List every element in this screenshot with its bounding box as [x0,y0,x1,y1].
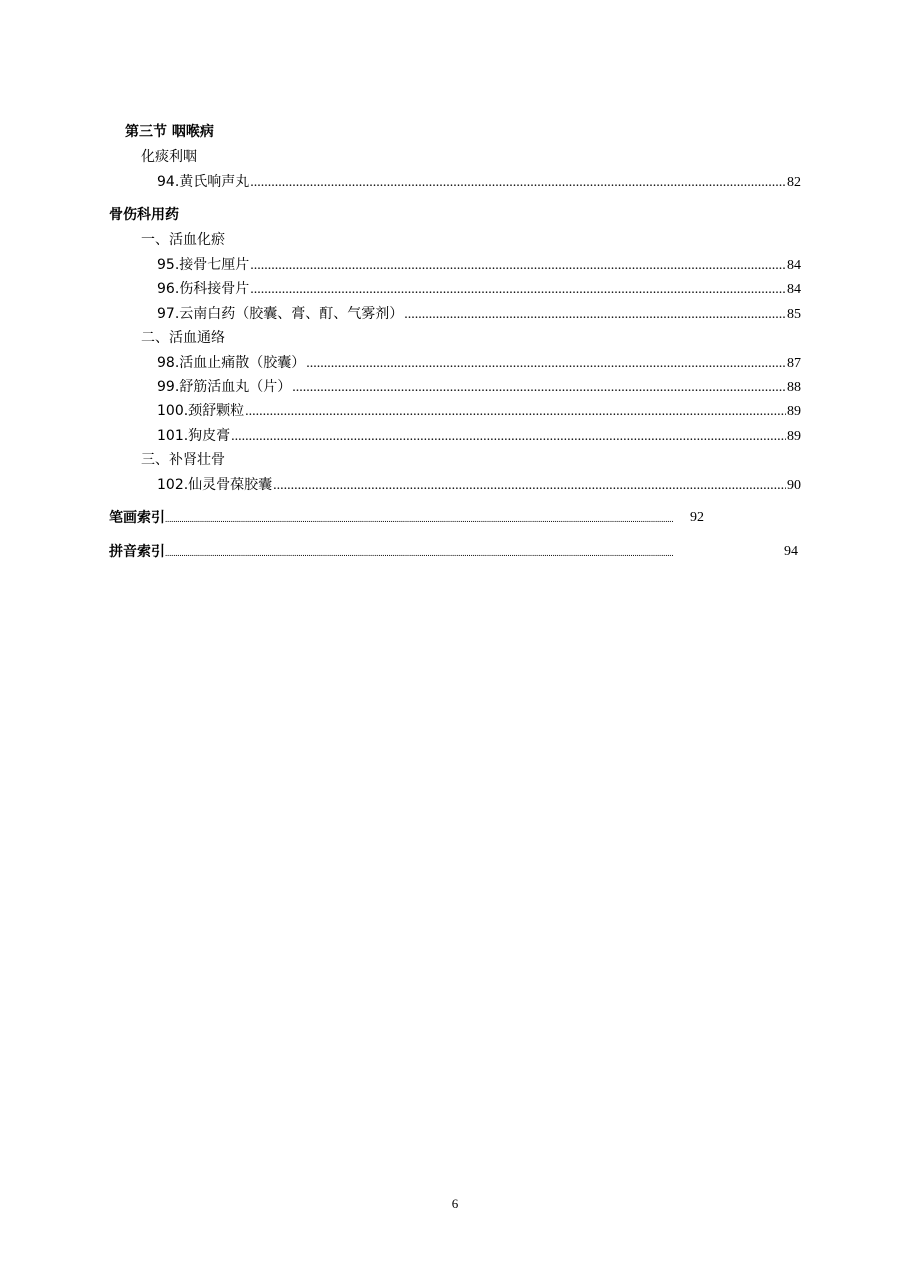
index-entry-stroke[interactable] [109,509,801,527]
dot-leader [165,544,673,562]
toc-entry-102[interactable] [157,476,801,494]
subsection-blood-stasis: 一、活血化瘀 [141,232,225,248]
toc-entry-100[interactable] [157,402,801,420]
dot-leader [250,281,786,299]
toc-entry-page: 85 [787,307,801,322]
toc-entry-96[interactable] [157,280,801,298]
dot-leader [404,306,786,324]
toc-entry-label: 94.黄氏响声丸 [157,174,250,190]
index-entry-pinyin[interactable] [109,543,801,561]
toc-entry-page: 87 [787,356,801,371]
toc-entry-label: 95.接骨七厘片 [157,257,250,273]
toc-entry-101[interactable] [157,427,801,445]
index-entry-page: 92 [690,510,704,525]
subsection-huatan-liyan: 化痰利咽 [141,149,197,165]
toc-entry-label: 100.颈舒颗粒 [157,403,245,419]
toc-entry-label: 102.仙灵骨葆胶囊 [157,477,273,493]
section-title-throat: 第三节 咽喉病 [125,124,214,140]
toc-entry-label: 96.伤科接骨片 [157,281,250,297]
index-entry-label: 拼音索引 [109,544,165,560]
dot-leader [250,174,786,192]
toc-entry-page: 84 [787,282,801,297]
toc-entry-label: 97.云南白药（胶囊、膏、酊、气雾剂） [157,306,404,322]
dot-leader [250,257,786,275]
dot-leader [165,510,673,528]
toc-entry-95[interactable] [157,256,801,274]
toc-entry-97[interactable] [157,305,801,323]
toc-entry-94[interactable] [157,173,801,191]
toc-entry-page: 84 [787,258,801,273]
toc-entry-page: 89 [787,429,801,444]
dot-leader [292,379,786,397]
dot-leader [306,355,786,373]
toc-entry-99[interactable] [157,378,801,396]
toc-entry-page: 88 [787,380,801,395]
toc-entry-98[interactable] [157,354,801,372]
subsection-kidney-bone: 三、补肾壮骨 [141,452,225,468]
toc-entry-page: 90 [787,478,801,493]
toc-entry-page: 89 [787,404,801,419]
dot-leader [273,477,786,495]
index-entry-label: 笔画索引 [109,510,165,526]
page-number: 6 [451,1196,459,1211]
toc-entry-label: 101.狗皮膏 [157,428,231,444]
subsection-collaterals: 二、活血通络 [141,330,225,346]
dot-leader [231,428,786,446]
dot-leader [245,403,786,421]
toc-entry-label: 99.舒筋活血丸（片） [157,379,292,395]
category-title-orthopedics: 骨伤科用药 [109,207,179,223]
index-entry-page: 94 [784,544,798,559]
toc-entry-label: 98.活血止痛散（胶囊） [157,355,306,371]
toc-entry-page: 82 [787,175,801,190]
